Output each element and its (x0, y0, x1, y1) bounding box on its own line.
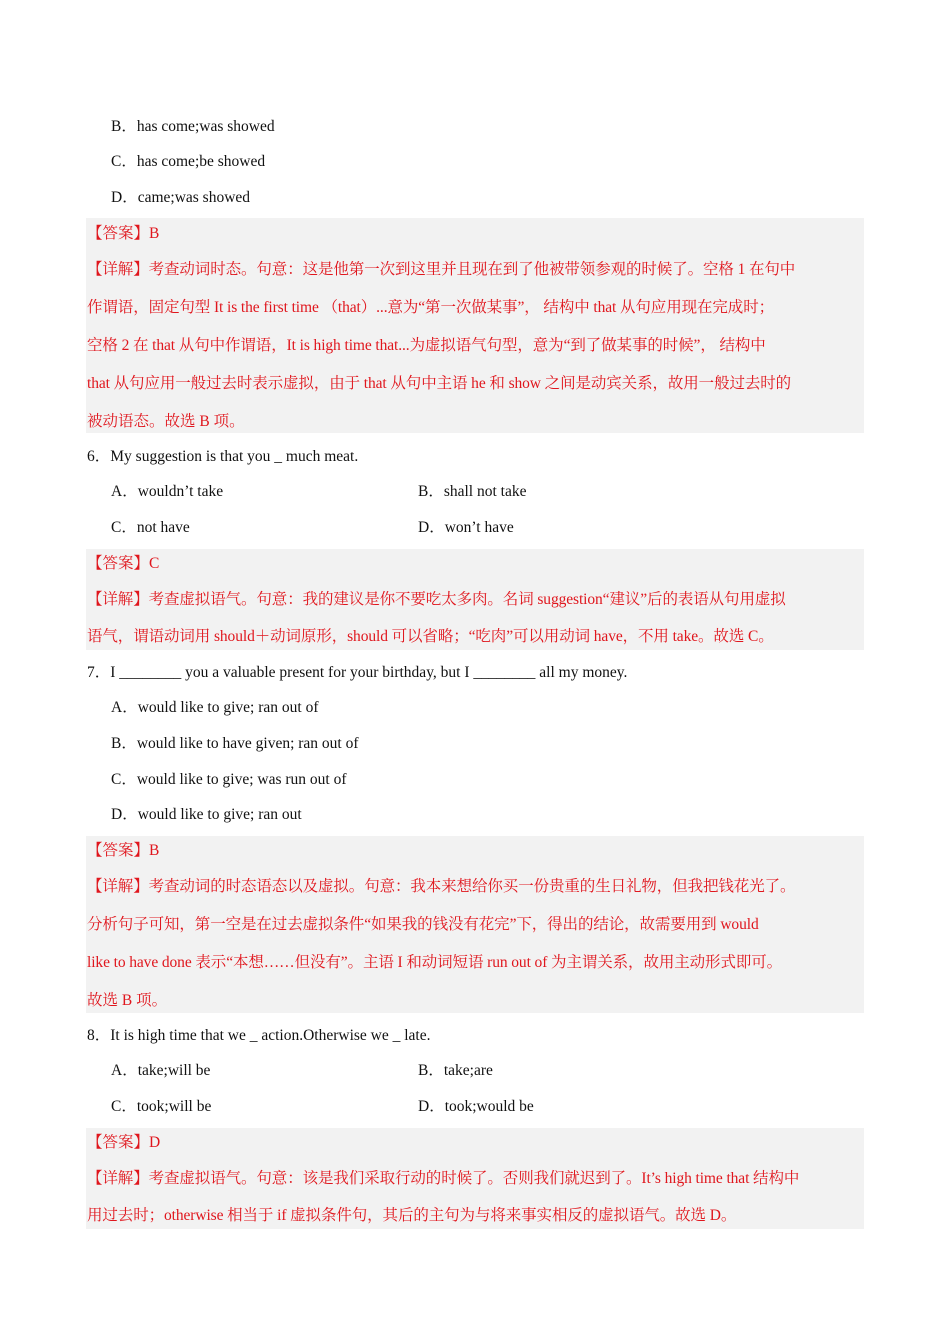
q8-detail-line-2: 用过去时；otherwise 相当于 if 虚拟条件句，其后的主句为与将来事实相反的虚拟语气。故选 D。 (87, 1207, 737, 1224)
q6-option-c: C．not have (111, 519, 190, 536)
q6-option-d: D．won’t have (418, 519, 514, 536)
q7-option-c: C．would like to give; was run out of (111, 771, 347, 788)
q7-option-b: B．would like to have given; ran out of (111, 735, 359, 752)
q8-option-a: A．take;will be (111, 1062, 211, 1079)
q5-detail-line-3: 空格 2 在 that 从句中作谓语，It is high time that...为虚拟语气句型，意为“到了做某事的时候”， 结构中 (87, 337, 766, 354)
q6-stem: 6．My suggestion is that you _ much meat. (87, 448, 359, 465)
q7-detail-line-3: like to have done 表示“本想……但没有”。主语 I 和动词短语 run out of 为主谓关系，故用主动形式即可。 (87, 954, 783, 971)
q8-option-c: C．took;will be (111, 1098, 212, 1115)
q5-answer-box (86, 218, 864, 433)
q8-stem: 8．It is high time that we _ action.Otherwise we _ late. (87, 1027, 431, 1044)
q6-detail-line-1: 【详解】考查虚拟语气。句意：我的建议是你不要吃太多肉。名词 suggestion“建议”后的表语从句用虚拟 (87, 591, 786, 608)
q6-answer-box (86, 549, 864, 650)
q7-detail-line-2: 分析句子可知，第一空是在过去虚拟条件“如果我的钱没有花完”下，得出的结论，故需要用到 would (87, 916, 759, 933)
q6-detail-line-2: 语气，谓语动词用 should＋动词原形，should 可以省略；“吃肉”可以用动词 have，不用 take。故选 C。 (87, 628, 774, 645)
q8-answer-box (86, 1128, 864, 1229)
q5-detail-line-1: 【详解】考查动词时态。句意：这是他第一次到这里并且现在到了他被带领参观的时候了。空格 1 在句中 (87, 261, 796, 278)
q5-option-c: C．has come;be showed (111, 153, 266, 170)
q7-answer: 【答案】B (87, 842, 160, 859)
q7-detail-line-1: 【详解】考查动词的时态语态以及虚拟。句意：我本来想给你买一份贵重的生日礼物，但我把钱花光了。 (87, 878, 796, 895)
q8-detail-line-1: 【详解】考查虚拟语气。句意：该是我们采取行动的时候了。否则我们就迟到了。It’s high time that 结构中 (87, 1170, 800, 1187)
q6-option-b: B．shall not take (418, 483, 527, 500)
q5-answer: 【答案】B (87, 225, 160, 242)
q8-option-d: D．took;would be (418, 1098, 534, 1115)
q7-detail-line-4: 故选 B 项。 (87, 992, 168, 1009)
q5-detail-line-5: 被动语态。故选 B 项。 (87, 413, 245, 430)
q8-option-b: B．take;are (418, 1062, 493, 1079)
q5-option-d: D．came;was showed (111, 189, 251, 206)
q5-detail-line-4: that 从句应用一般过去时表示虚拟，由于 that 从句中主语 he 和 show 之间是动宾关系，故用一般过去时的 (87, 375, 792, 392)
q7-answer-box (86, 836, 864, 1013)
q7-option-d: D．would like to give; ran out (111, 806, 302, 823)
q5-detail-line-2: 作谓语，固定句型 It is the first time （that）...意为“第一次做某事”， 结构中 that 从句应用现在完成时； (87, 299, 775, 316)
q8-answer: 【答案】D (87, 1134, 161, 1151)
q5-option-b: B．has come;was showed (111, 118, 275, 135)
q7-option-a: A．would like to give; ran out of (111, 699, 319, 716)
q7-stem: 7．I ________ you a valuable present for your birthday, but I ________ all my money. (87, 664, 628, 681)
q6-option-a: A．wouldn’t take (111, 483, 224, 500)
q6-answer: 【答案】C (87, 555, 160, 572)
